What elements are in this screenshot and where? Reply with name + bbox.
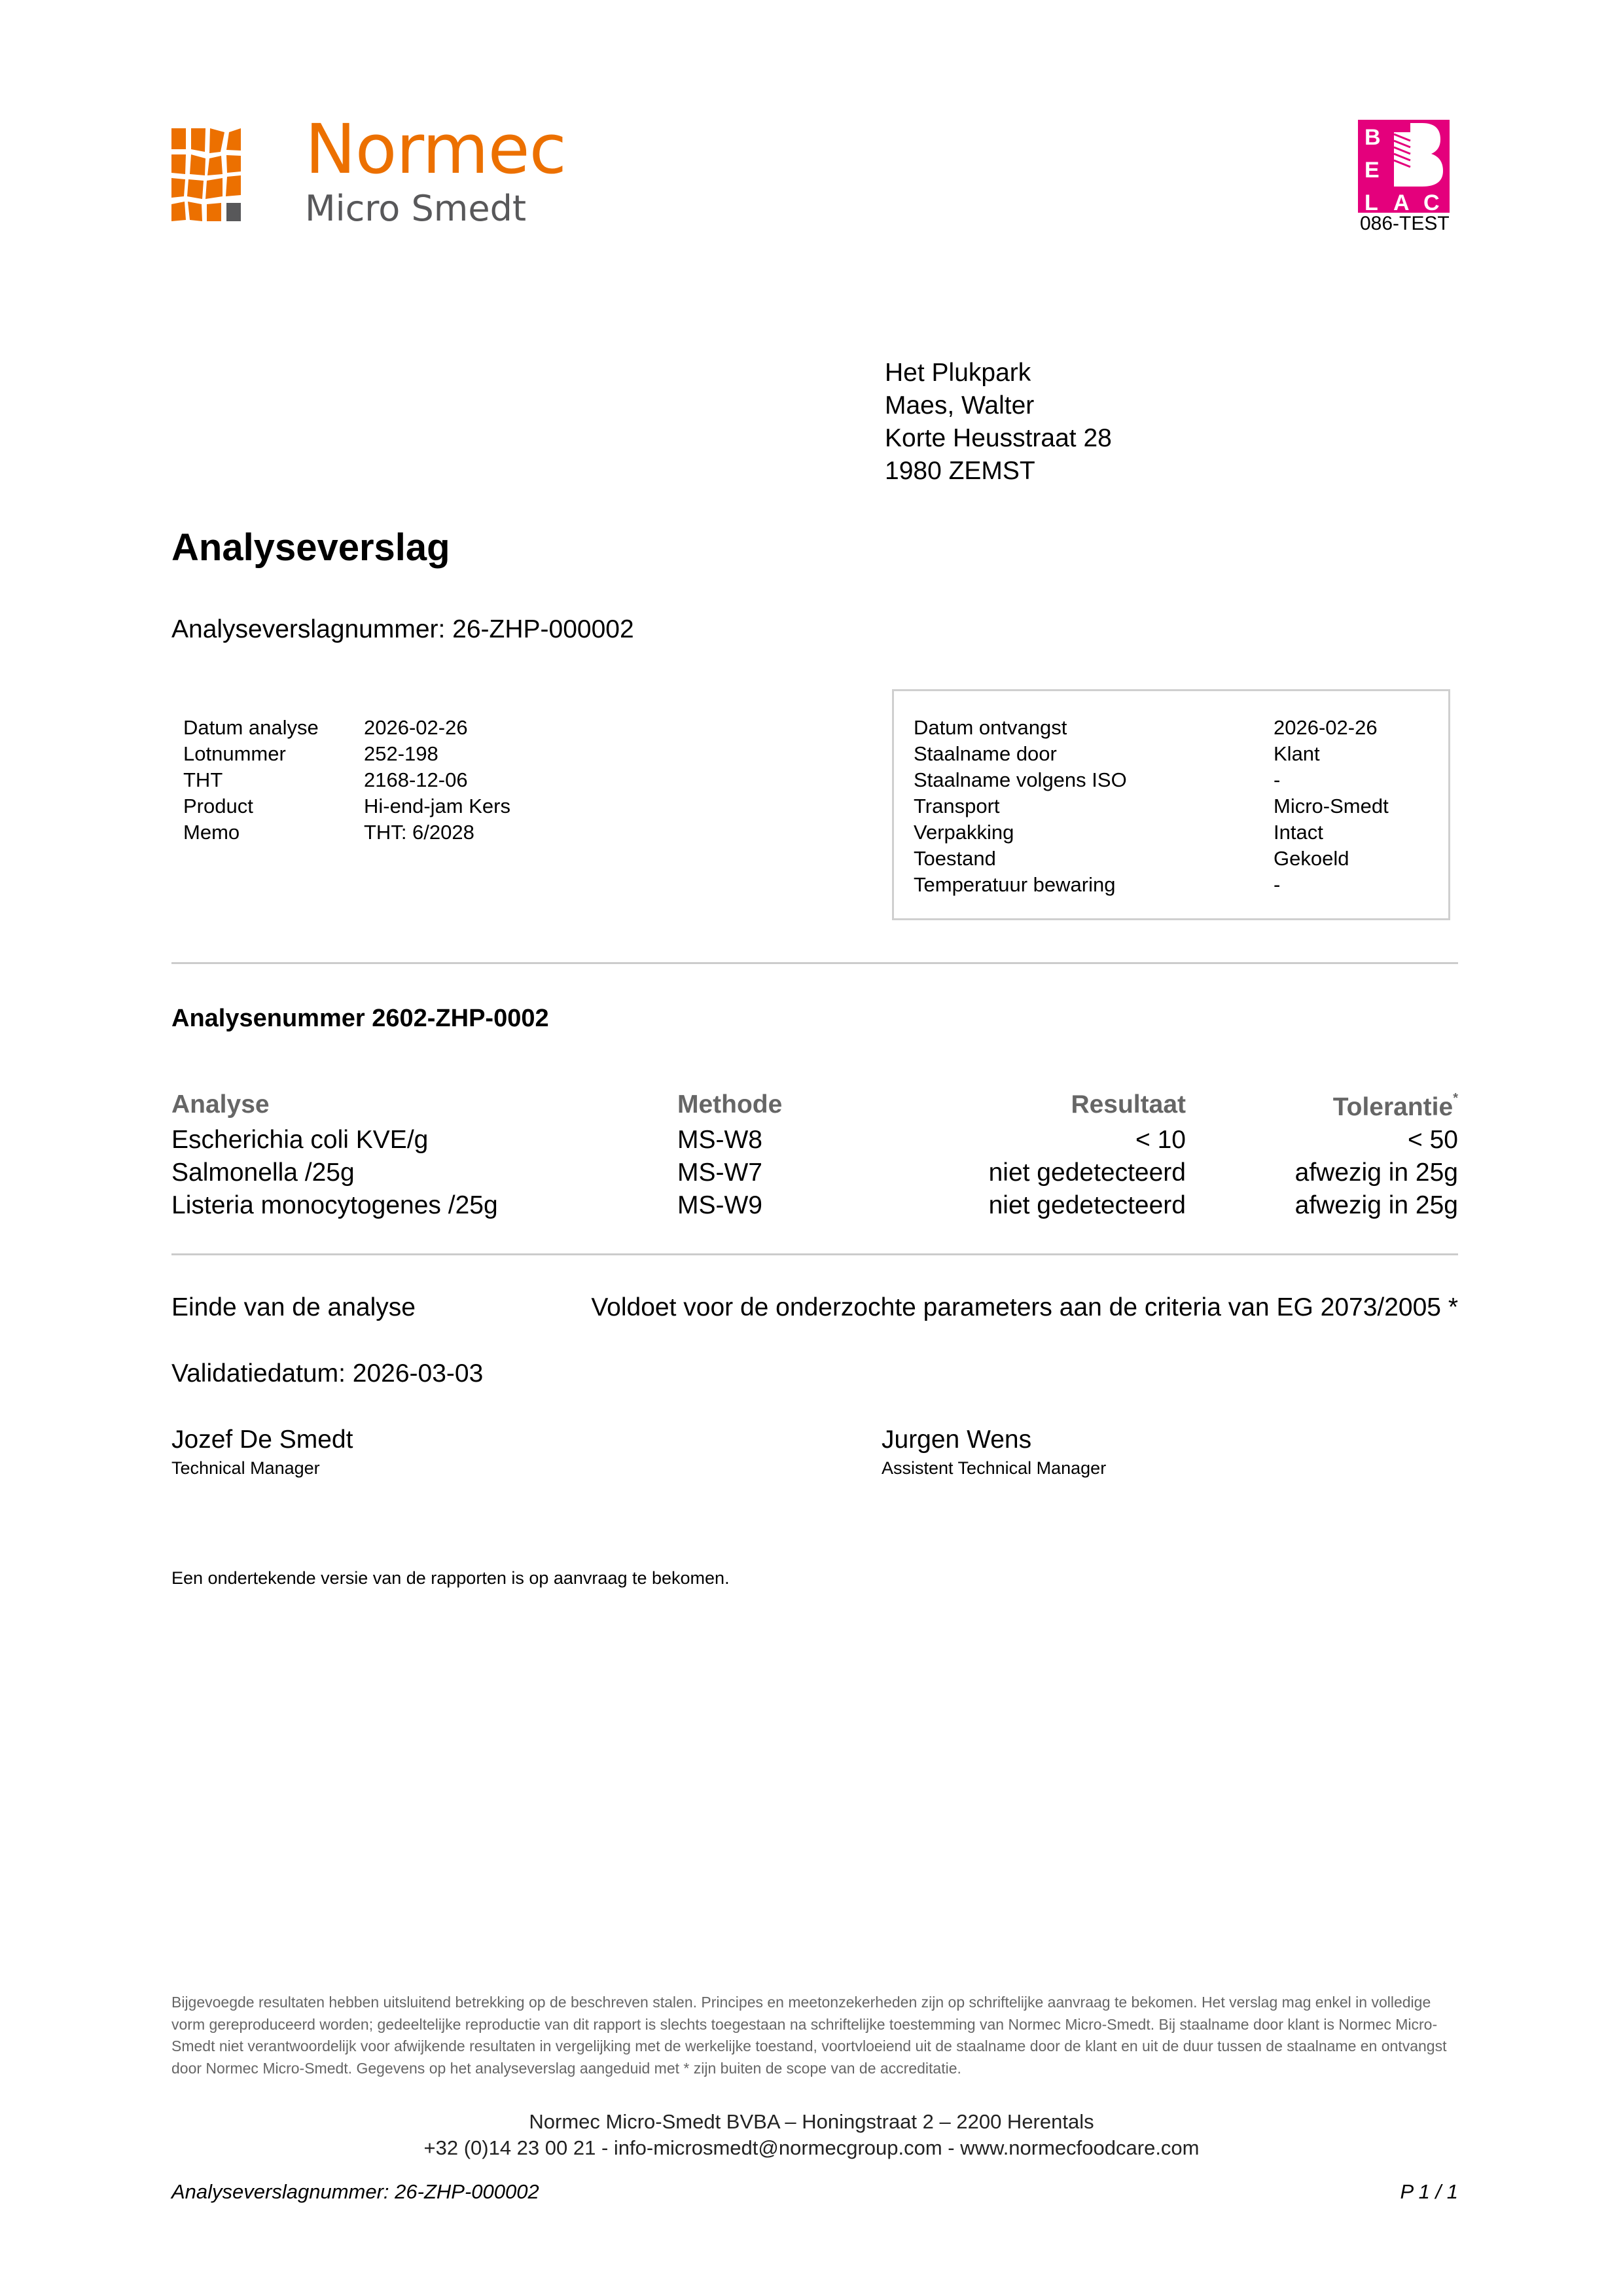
info-label: THT	[183, 768, 223, 791]
info-value: 2168-12-06	[364, 768, 468, 791]
info-label: Lotnummer	[183, 742, 286, 765]
belac-letter-a: A	[1393, 190, 1410, 213]
info-row	[183, 819, 510, 846]
info-row	[914, 741, 1389, 767]
validation-date: Validatiedatum: 2026-03-03	[171, 1359, 484, 1388]
recipient-line: Maes, Walter	[885, 391, 1035, 420]
cell-analyse: Escherichia coli KVE/g	[171, 1126, 429, 1154]
tolerantie-label: Tolerantie	[1332, 1093, 1454, 1121]
info-row	[183, 741, 510, 767]
info-label: Datum analyse	[183, 716, 319, 739]
info-value: -	[1274, 768, 1281, 791]
signed-version-note: Een ondertekende versie van de rapporten is op aanvraag te bekomen.	[171, 1568, 730, 1588]
company-address: Normec Micro-Smedt BVBA – Honingstraat 2 – 2200 Herentals	[529, 2110, 1094, 2133]
recipient-line: 1980 ZEMST	[885, 457, 1035, 485]
info-row	[914, 819, 1389, 846]
belac-letter-c: C	[1423, 190, 1440, 213]
info-label: Verpakking	[914, 821, 1014, 844]
column-header-methode: Methode	[677, 1090, 783, 1119]
end-of-analysis-label: Einde van de analyse	[171, 1293, 416, 1321]
cell-methode: MS-W7	[677, 1158, 762, 1187]
info-label: Toestand	[914, 847, 996, 870]
brand-name: Normec	[305, 109, 566, 189]
brand-subtitle: Micro Smedt	[305, 188, 527, 229]
info-value: 2026-02-26	[364, 716, 468, 739]
info-row	[914, 793, 1389, 819]
accreditation-code: 086-TEST	[1360, 213, 1450, 234]
cell-resultaat: niet gedetecteerd	[988, 1191, 1186, 1219]
belac-letter-e: E	[1364, 158, 1380, 183]
report-number: Analyseverslagnummer: 26-ZHP-000002	[171, 615, 634, 643]
cell-resultaat: < 10	[1135, 1126, 1186, 1154]
cell-analyse: Salmonella /25g	[171, 1158, 355, 1187]
info-label: Product	[183, 795, 253, 817]
info-label: Datum ontvangst	[914, 716, 1067, 739]
conclusion-verdict: Voldoet voor de onderzochte parameters aan de criteria van EG 2073/2005 *	[591, 1293, 1458, 1321]
info-row	[914, 872, 1389, 898]
page-indicator: P 1 / 1	[1400, 2180, 1458, 2203]
column-header-analyse: Analyse	[171, 1090, 270, 1119]
info-label: Staalname door	[914, 742, 1057, 765]
page-title: Analyseverslag	[171, 526, 450, 569]
info-value: THT: 6/2028	[364, 821, 474, 844]
info-row	[914, 715, 1389, 741]
footer-report-number: Analyseverslagnummer: 26-ZHP-000002	[171, 2180, 539, 2203]
info-value: Hi-end-jam Kers	[364, 795, 510, 817]
signatory-role: Technical Manager	[171, 1458, 320, 1478]
info-value: 252-198	[364, 742, 438, 765]
column-header-tolerantie	[1332, 1091, 1458, 1121]
info-row	[914, 767, 1389, 793]
info-value: Klant	[1274, 742, 1320, 765]
recipient-address	[885, 357, 1112, 488]
info-row	[183, 715, 510, 741]
info-label: Staalname volgens ISO	[914, 768, 1127, 791]
cell-resultaat: niet gedetecteerd	[988, 1158, 1186, 1187]
divider	[171, 962, 1458, 964]
signatory-name: Jozef De Smedt	[171, 1426, 353, 1454]
info-value: Intact	[1274, 821, 1323, 844]
belac-letter-b: B	[1364, 125, 1381, 150]
info-label: Memo	[183, 821, 240, 844]
signatory-name: Jurgen Wens	[882, 1426, 1032, 1454]
cell-methode: MS-W8	[677, 1126, 762, 1154]
belac-letter-l: L	[1364, 190, 1378, 213]
info-label: Transport	[914, 795, 1000, 817]
cell-tolerantie: < 50	[1408, 1126, 1458, 1154]
cell-tolerantie: afwezig in 25g	[1294, 1158, 1458, 1187]
info-label: Temperatuur bewaring	[914, 873, 1116, 896]
info-row	[183, 793, 510, 819]
analysis-number-heading: Analysenummer 2602-ZHP-0002	[171, 1005, 549, 1032]
belac-logo-icon	[1358, 120, 1450, 213]
sample-info-right	[914, 715, 1389, 898]
cell-analyse: Listeria monocytogenes /25g	[171, 1191, 498, 1219]
sample-info-left	[183, 715, 510, 846]
column-header-resultaat: Resultaat	[1071, 1090, 1186, 1119]
info-row	[914, 846, 1389, 872]
recipient-line: Korte Heusstraat 28	[885, 424, 1112, 452]
info-value: 2026-02-26	[1274, 716, 1378, 739]
company-contact: +32 (0)14 23 00 21 - info-microsmedt@normecgroup.com - www.normecfoodcare.com	[423, 2136, 1200, 2159]
info-value: -	[1274, 873, 1281, 896]
info-row	[183, 767, 510, 793]
cell-methode: MS-W9	[677, 1191, 762, 1219]
recipient-line: Het Plukpark	[885, 359, 1031, 387]
non-accredited-mark: *	[1453, 1091, 1458, 1105]
normec-grid-logo-icon	[171, 128, 267, 225]
cell-tolerantie: afwezig in 25g	[1294, 1191, 1458, 1219]
signatory-role: Assistent Technical Manager	[882, 1458, 1107, 1478]
divider	[171, 1253, 1458, 1255]
info-value: Micro-Smedt	[1274, 795, 1389, 817]
info-value: Gekoeld	[1274, 847, 1349, 870]
legal-disclaimer: Bijgevoegde resultaten hebben uitsluitend betrekking op de beschreven stalen. Principes en meetonzekerheden zijn op schriftelijke aanvraag te bekomen. Het verslag mag enkel in volledige vorm gereproduceerd worden; gedeeltelijke reproductie van dit rapport is slechts toegestaan na schriftelijke toestemming van Normec Micro-Smedt. Bij staalname door klant is Normec Micro-Smedt niet verantwoordelijk voor afwijkende resultaten in vergelijking met de werkelijke toestand, voortvloeiend uit de staalname door de klant en uit de duur tussen de staalname en ontvangst door Normec Micro-Smedt. Gegevens op het analyseverslag aangeduid met * zijn buiten de scope van de accreditatie.	[171, 1994, 1447, 2077]
